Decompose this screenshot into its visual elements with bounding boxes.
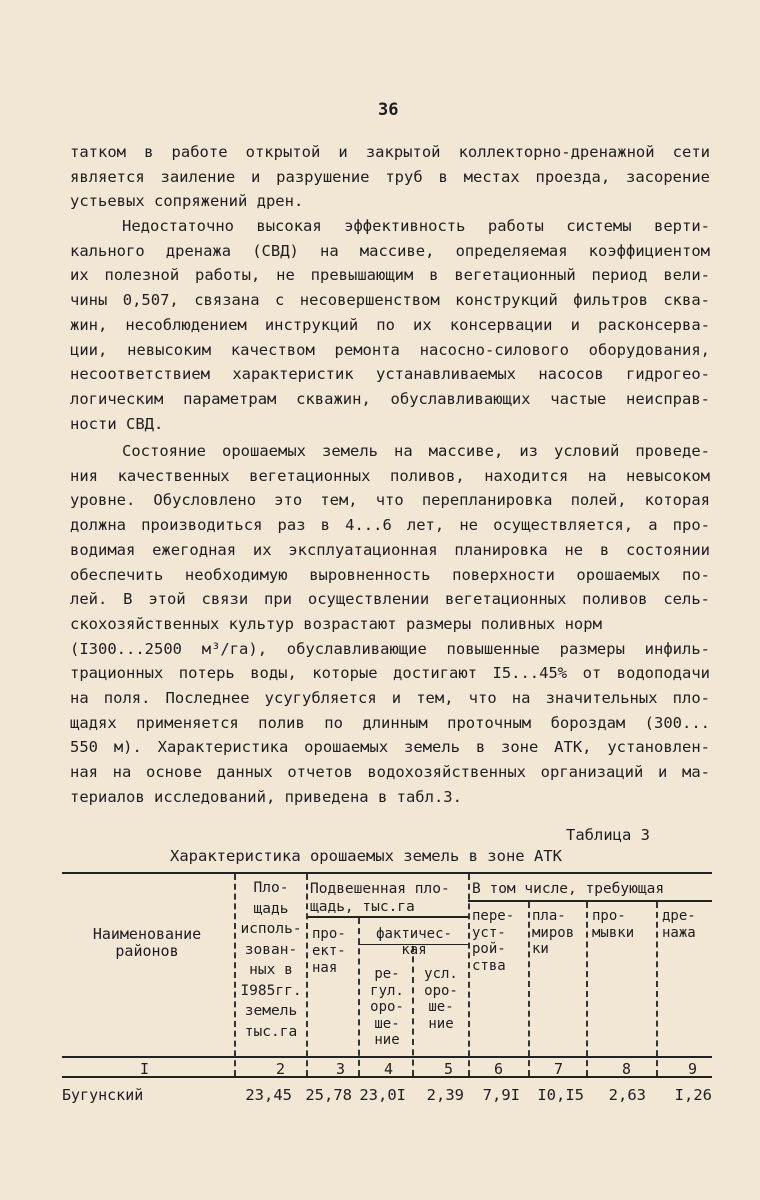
header-name-line: Наименование (92, 925, 202, 943)
irrigated-lands-table (62, 872, 712, 1162)
header-suspended (310, 880, 470, 916)
table-cell: 2,39 (426, 1086, 464, 1104)
column-separator (586, 902, 588, 1076)
column-number: 7 (554, 1060, 564, 1078)
header-area-line: исполь- (240, 921, 302, 937)
paragraph-3 (70, 439, 710, 810)
header-regulated (362, 966, 412, 1049)
header-washing-line: про- (592, 908, 626, 924)
table-title: Характеристика орошаемых земель в зоне АТК (170, 847, 562, 865)
header-regulated-line: оро- (370, 999, 404, 1015)
column-number: 6 (494, 1060, 504, 1078)
header-planning-line: ки (532, 941, 549, 957)
text-line: щадях применяется полив по длинным проточным бороздам (300... (70, 713, 710, 732)
column-number: I (140, 1060, 150, 1078)
text-line: кального дренажа (СВД) на массиве, определяемая коэффициентом (70, 241, 710, 260)
header-area-used (236, 878, 306, 1042)
header-name-line: районов (115, 942, 179, 960)
text-line: их полезной работы, не превышающим в вегетационный период вели- (70, 266, 710, 285)
text-line: териалов исследований, приведена в табл.3. (70, 787, 462, 806)
text-line: лей. В этой связи при осуществлении вегетационных поливов сель- (70, 590, 710, 609)
table-cell: 23,0I (359, 1086, 406, 1104)
text-line: обеспечить необходимую выровненность поверхности орошаемых по- (70, 565, 710, 584)
text-line: Недостаточно высокая эффективность работы системы верти- (122, 217, 710, 235)
page-number: 36 (378, 100, 399, 120)
header-conditional-line: усл. (424, 966, 458, 982)
header-planning-line: пла- (532, 908, 566, 924)
column-number: 9 (688, 1060, 698, 1078)
header-area-line: щадь (253, 900, 289, 917)
header-regulated-line: ние (374, 1032, 400, 1048)
column-separator (306, 874, 308, 1076)
header-washing-line: мывки (592, 924, 635, 941)
column-separator (656, 902, 658, 1076)
table-cell: I0,I5 (537, 1086, 584, 1104)
header-conditional-line: ние (428, 1015, 454, 1032)
header-reconstruction (472, 908, 528, 974)
table-caption: Таблица 3 (566, 826, 650, 844)
text-line: ния качественных вегетационных поливов, находится на невысоком (70, 466, 710, 485)
header-area-line: земель (244, 1003, 298, 1019)
table-cell: 7,9I (482, 1086, 520, 1104)
header-reconstruction-line: ства (472, 957, 506, 974)
text-line: водимая ежегодная их эксплуатационная планировка не в состоянии (70, 540, 710, 559)
text-line: скохозяйственных культур возрастают размеры поливных норм (70, 614, 602, 633)
header-design-line: про- (312, 926, 346, 942)
column-number: 8 (622, 1060, 632, 1078)
table-cell: 25,78 (305, 1086, 352, 1104)
header-regulated-line: ше- (374, 1015, 400, 1032)
header-actual-line: фактичес- (376, 926, 452, 942)
text-line: ности СВД. (70, 414, 164, 433)
column-number: 2 (276, 1060, 286, 1078)
text-line: устьевых сопряжений дрен. (70, 192, 304, 211)
text-line: трационных потерь воды, которые достигают I5...45% от водоподачи (70, 664, 710, 683)
column-separator (528, 902, 530, 1076)
header-bottom-rule (62, 1056, 712, 1058)
table-cell: 23,45 (245, 1086, 292, 1104)
text-line: является заиление и разрушение труб в местах проезда, засорение (70, 167, 710, 186)
header-area-line: ных в (249, 962, 293, 978)
header-name (62, 926, 232, 960)
header-washing (592, 908, 656, 941)
header-actual (360, 926, 468, 958)
text-line: жин, несоблюдением инструкций по их консервации и расконсерва- (70, 315, 710, 334)
header-area-line: зован- (244, 941, 298, 958)
header-planning-line: миров (532, 924, 575, 941)
requiring-header-rule (468, 900, 712, 902)
header-conditional-line: ше- (428, 999, 454, 1015)
table-cell: 2,63 (608, 1086, 646, 1104)
header-drainage-line: нажа (662, 924, 696, 941)
header-requiring: В том числе, требующая (472, 881, 665, 897)
text-line: 550 м). Характеристика орошаемых земель в зоне АТК, установлен- (70, 738, 710, 757)
header-reconstruction-line: пере- (472, 908, 515, 924)
column-separator (412, 946, 414, 1076)
text-line: несоответствием характеристик устанавливаемых насосов гидрогео- (70, 365, 710, 384)
header-suspended-line: Подвешенная пло- (310, 881, 450, 897)
header-area-line: I985гг. (240, 982, 302, 999)
text-line: на поля. Последнее усугубляется и тем, что на значительных пло- (70, 689, 710, 708)
text-line: (I300...2500 м³/га), обуславливающие повышенные размеры инфиль- (70, 639, 710, 658)
header-regulated-line: ре- (374, 966, 400, 982)
header-area-line: тыс.га (244, 1023, 298, 1040)
text-line: ная на основе данных отчетов водохозяйственных организаций и ма- (70, 763, 710, 782)
text-line: логическим параметрам скважин, обуславливающих частые неисправ- (70, 389, 710, 408)
text-line: Состояние орошаемых земель на массиве, из условий проведе- (122, 442, 710, 460)
column-number: 5 (444, 1060, 454, 1078)
text-line: уровне. Обусловлено это тем, что перепланировка полей, которая (70, 491, 710, 510)
text-line: ции, невысоким качеством ремонта насосно-силового оборудования, (70, 340, 710, 359)
header-suspended-line: щадь, тыс.га (310, 899, 415, 915)
text-line: должна производиться раз в 4...6 лет, не осуществляется, а про- (70, 516, 710, 535)
header-area-line: Пло- (253, 880, 289, 896)
text-line: чины 0,507, связана с несовершенством конструкций фильтров сква- (70, 291, 710, 310)
column-number: 4 (384, 1060, 394, 1078)
table-cell: I,26 (674, 1086, 712, 1104)
header-conditional-line: оро- (424, 982, 458, 999)
header-reconstruction-line: уст- (472, 924, 506, 941)
text-line: татком в работе открытой и закрытой коллекторно-дренажной сети (70, 143, 710, 161)
header-planning (532, 908, 586, 958)
header-actual-line: кая (401, 942, 427, 958)
paragraph-1 (70, 140, 710, 214)
header-drainage (662, 908, 712, 941)
header-reconstruction-line: рой- (472, 941, 506, 957)
paragraph-2 (70, 214, 710, 436)
header-design-line: ект- (312, 943, 346, 959)
header-regulated-line: гул. (370, 982, 404, 999)
header-conditional (416, 966, 466, 1032)
table-top-rule (62, 872, 712, 874)
suspended-header-rule (306, 916, 468, 918)
column-number: 3 (336, 1060, 346, 1078)
header-design (312, 926, 358, 977)
header-drainage-line: дре- (662, 908, 696, 924)
table-row-name: Бугунский (62, 1086, 144, 1104)
header-design-line: ная (312, 960, 338, 976)
